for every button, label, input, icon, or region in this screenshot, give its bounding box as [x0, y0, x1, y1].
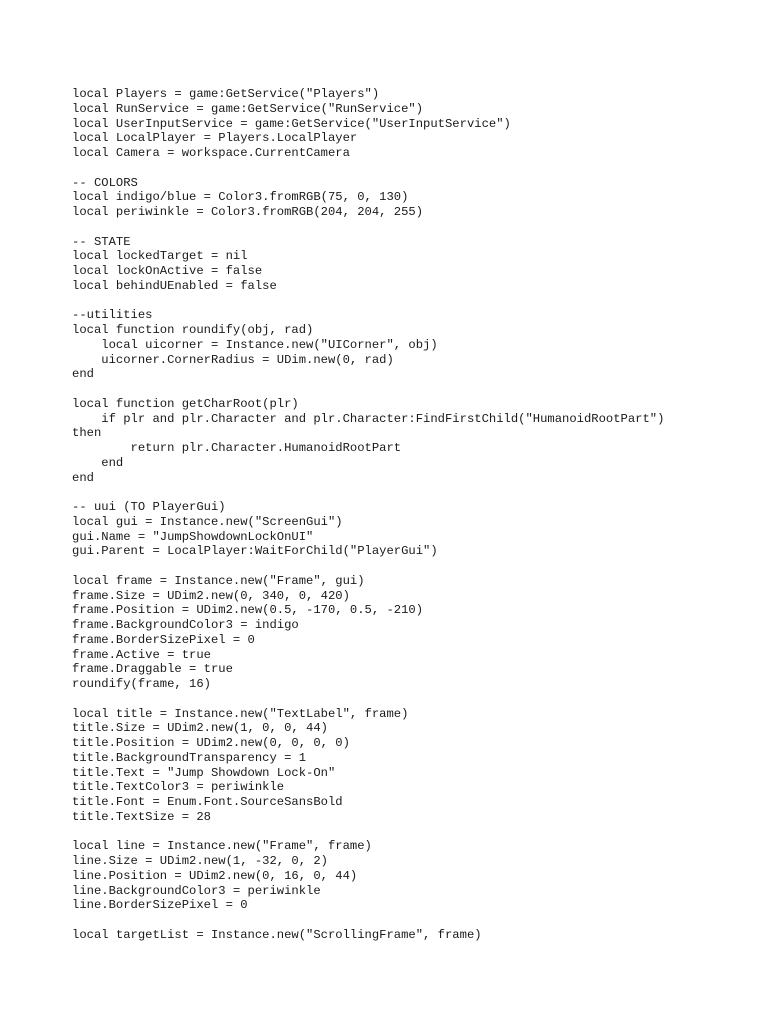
code-line: title.Position = UDim2.new(0, 0, 0, 0) [72, 736, 350, 750]
code-line: uicorner.CornerRadius = UDim.new(0, rad) [72, 352, 394, 367]
code-line: line.BackgroundColor3 = periwinkle [72, 883, 321, 898]
code-line: gui.Parent = LocalPlayer:WaitForChild("PlayerGui") [72, 544, 438, 559]
code-line: frame.Draggable = true [72, 662, 233, 677]
code-line: line.Position = UDim2.new(0, 16, 0, 44) [72, 868, 358, 883]
code-line [72, 294, 664, 309]
code-line: -- COLORS [72, 175, 138, 190]
code-line: frame.Active = true [72, 647, 211, 662]
code-line: local behindUEnabled = false [72, 278, 277, 293]
code-line: local lockedTarget = nil [72, 249, 248, 264]
code-line: local function roundify(obj, rad) [72, 323, 314, 337]
code-line: title.TextColor3 = periwinkle [72, 780, 285, 795]
code-line: local periwinkle = Color3.fromRGB(204, 204, 255) [72, 205, 424, 219]
code-line: local title = Instance.new("TextLabel", frame) [72, 706, 409, 721]
code-line [72, 825, 664, 840]
code-line: roundify(frame, 16) [72, 677, 211, 691]
code-line: frame.BorderSizePixel = 0 [72, 632, 255, 647]
code-line [72, 382, 664, 397]
code-line: end [72, 455, 124, 470]
code-line: gui.Name = "JumpShowdownLockOnUI" [72, 529, 314, 544]
code-line: line.BorderSizePixel = 0 [72, 898, 248, 913]
code-line: title.Font = Enum.Font.SourceSansBold [72, 795, 343, 809]
code-line: then [72, 426, 102, 441]
code-line: local UserInputService = game:GetService("UserInputService") [72, 116, 511, 131]
code-line: local function getCharRoot(plr) [72, 396, 299, 411]
code-line: local uicorner = Instance.new("UICorner", obj) [72, 337, 438, 352]
code-line: end [72, 470, 94, 485]
code-listing [72, 87, 664, 943]
code-line: title.TextSize = 28 [72, 809, 211, 824]
code-line: frame.Position = UDim2.new(0.5, -170, 0.5, -210) [72, 603, 424, 618]
code-line: --utilities [72, 308, 153, 323]
code-line: frame.Size = UDim2.new(0, 340, 0, 420) [72, 588, 350, 603]
code-line [72, 485, 664, 500]
code-line: local gui = Instance.new("ScreenGui") [72, 514, 343, 529]
code-line: local LocalPlayer = Players.LocalPlayer [72, 131, 358, 146]
code-line: local frame = Instance.new("Frame", gui) [72, 573, 365, 588]
code-line: -- STATE [72, 234, 131, 249]
code-line: line.Size = UDim2.new(1, -32, 0, 2) [72, 854, 328, 868]
code-line: end [72, 367, 94, 382]
code-line: title.BackgroundTransparency = 1 [72, 750, 307, 765]
code-line: local indigo/blue = Color3.fromRGB(75, 0, 130) [72, 190, 409, 205]
code-line: local Camera = workspace.CurrentCamera [72, 146, 350, 160]
code-line: title.Text = "Jump Showdown Lock-On" [72, 765, 336, 780]
code-line [72, 161, 664, 176]
code-line: -- uui (TO PlayerGui) [72, 500, 226, 514]
code-line: local line = Instance.new("Frame", frame) [72, 839, 372, 854]
code-line [72, 913, 664, 928]
code-line: local targetList = Instance.new("ScrollingFrame", frame) [72, 927, 482, 942]
code-line [72, 559, 664, 574]
code-line: local lockOnActive = false [72, 264, 263, 278]
code-line [72, 220, 664, 235]
code-line: if plr and plr.Character and plr.Character:FindFirstChild("HumanoidRootPart") [72, 411, 665, 426]
code-line: local Players = game:GetService("Players") [72, 87, 380, 101]
code-line [72, 692, 664, 707]
code-line: return plr.Character.HumanoidRootPart [72, 441, 402, 455]
code-line: local RunService = game:GetService("RunService") [72, 101, 424, 116]
code-line: frame.BackgroundColor3 = indigo [72, 618, 299, 632]
code-line: title.Size = UDim2.new(1, 0, 0, 44) [72, 721, 328, 736]
